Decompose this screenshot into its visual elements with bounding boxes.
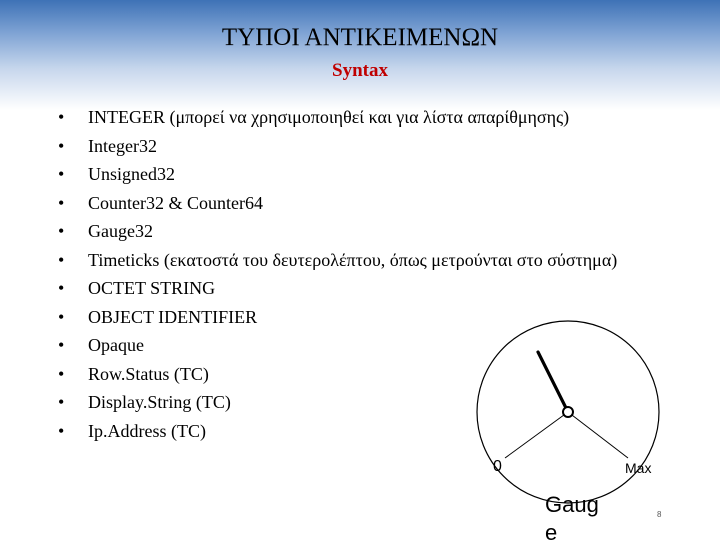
gauge-pivot bbox=[563, 407, 573, 417]
bullet-item: • Display.String (TC) bbox=[58, 391, 638, 414]
bullet-item: • Gauge32 bbox=[58, 220, 638, 243]
bullet-item: • Ip.Address (TC) bbox=[58, 420, 638, 443]
bullet-item: • Unsigned32 bbox=[58, 163, 638, 186]
gauge-zero-tick bbox=[505, 412, 568, 458]
bullet-item: • Row.Status (TC) bbox=[58, 363, 638, 386]
bullet-item: • INTEGER (μπορεί να χρησιμοποιηθεί και για λίστα απαρίθμησης) bbox=[58, 106, 638, 129]
bullet-item: • Timeticks (εκατοστά του δευτερολέπτου, όπως μετρούνται στο σύστημα) bbox=[58, 249, 638, 272]
gauge-max-label: Max bbox=[625, 460, 652, 476]
page-number: 8 bbox=[657, 510, 662, 519]
bullet-item: • OBJECT IDENTIFIER bbox=[58, 306, 638, 329]
bullet-item: • Opaque bbox=[58, 334, 638, 357]
gauge-needle bbox=[538, 352, 568, 412]
bullet-item: • Integer32 bbox=[58, 135, 638, 158]
gauge-caption: Gaug e bbox=[545, 492, 599, 545]
bullet-item: • Counter32 & Counter64 bbox=[58, 192, 638, 215]
gauge-zero-label: 0 bbox=[493, 458, 502, 475]
slide-subtitle: Syntax bbox=[332, 60, 388, 81]
gauge-max-tick bbox=[568, 412, 628, 458]
bullet-item: • OCTET STRING bbox=[58, 277, 638, 300]
slide-title: ΤΥΠΟΙ ΑΝΤΙΚΕΙΜΕΝΩΝ bbox=[221, 24, 499, 51]
